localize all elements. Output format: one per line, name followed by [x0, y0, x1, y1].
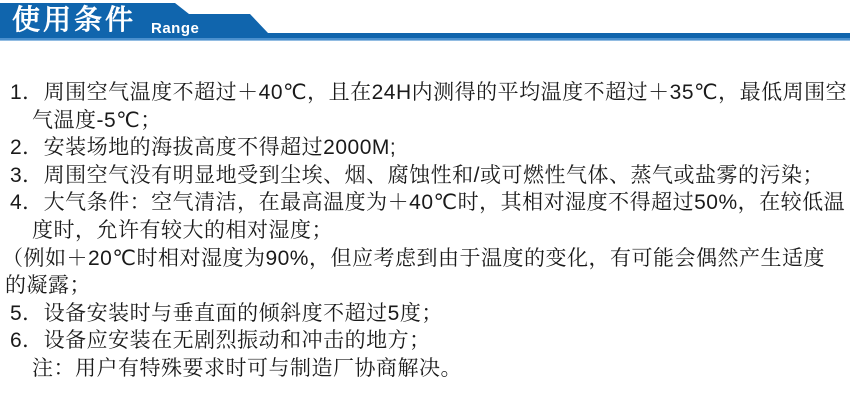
condition-line: 度时，允许有较大的相对湿度； — [32, 218, 333, 242]
condition-line: 4．大气条件：空气清洁，在最高温度为＋40℃时，其相对湿度不得超过50%，在较低温 — [10, 191, 846, 215]
banner-underline — [0, 38, 850, 41]
page-title: 使用条件 — [12, 4, 137, 35]
condition-line: 2．安装场地的海拔高度不得超过2000M; — [10, 136, 397, 160]
condition-line: 5．设备安装时与垂直面的倾斜度不超过5度； — [10, 301, 443, 325]
condition-line: 的凝露； — [5, 274, 91, 298]
condition-line: （例如＋20℃时相对湿度为90%，但应考虑到由于温度的变化，有可能会偶然产生适度 — [2, 246, 825, 270]
conditions-list — [2, 79, 848, 383]
section-header-banner — [0, 0, 850, 42]
condition-line: 气温度-5℃； — [32, 108, 162, 132]
condition-line: 3．周围空气没有明显地受到尘埃、烟、腐蚀性和/或可燃性气体、蒸气或盐雾的污染； — [10, 163, 825, 187]
condition-line: 6．设备应安装在无剧烈振动和冲击的地方； — [10, 329, 431, 353]
condition-line: 1．周围空气温度不超过＋40℃，且在24H内测得的平均温度不超过＋35℃，最低周围空 — [10, 81, 848, 104]
page-subtitle: Range — [151, 20, 200, 37]
condition-line: 注：用户有特殊要求时可与制造厂协商解决。 — [32, 356, 462, 380]
